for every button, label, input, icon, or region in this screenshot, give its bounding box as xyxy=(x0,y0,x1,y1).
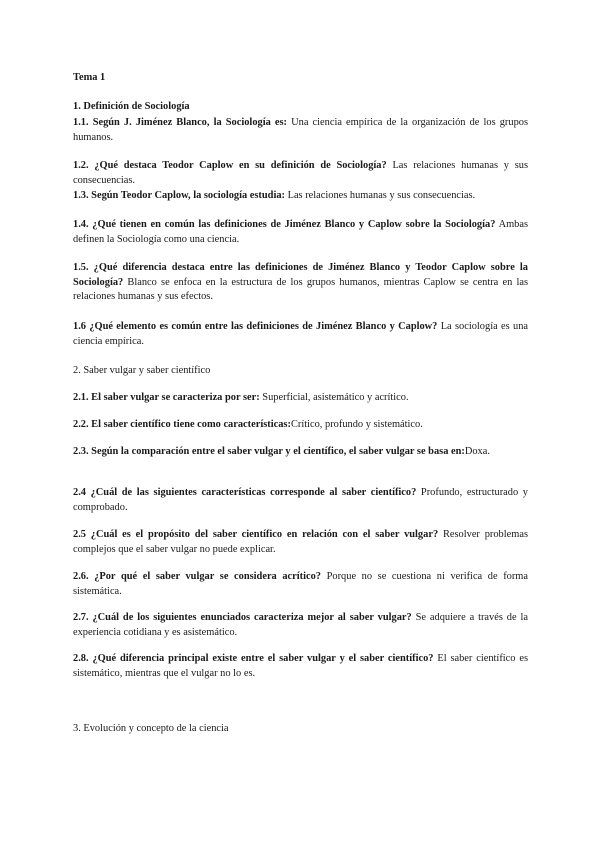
section-heading-2: 2. Saber vulgar y saber científico xyxy=(73,365,211,376)
qa-item: 2.3. Según la comparación entre el saber vulgar y el científico, el saber vulgar se basa en:Doxa. xyxy=(73,446,490,457)
qa-item: 2.8. ¿Qué diferencia principal existe entre el saber vulgar y el saber científico? El saber científico es sistemático, mientras que el vulgar no lo es. xyxy=(73,653,528,679)
qa-item: 1.4. ¿Qué tienen en común las definiciones de Jiménez Blanco y Caplow sobre la Sociología? Ambas definen la Sociología como una ciencia. xyxy=(73,219,528,245)
section-heading-3: 3. Evolución y concepto de la ciencia xyxy=(73,723,229,734)
tema-title: Tema 1 xyxy=(73,72,106,83)
qa-item: 2.6. ¿Por qué el saber vulgar se considera acrítico? Porque no se cuestiona ni verifica de forma sistemática. xyxy=(73,571,528,597)
qa-item: 2.2. El saber científico tiene como características:Crítico, profundo y sistemático. xyxy=(73,419,423,430)
qa-item: 1.3. Según Teodor Caplow, la sociología estudia: Las relaciones humanas y sus consecuencias. xyxy=(73,190,476,201)
qa-item: 1.6 ¿Qué elemento es común entre las definiciones de Jiménez Blanco y Caplow? La sociología es una ciencia empírica. xyxy=(73,321,528,347)
qa-item: 1.2. ¿Qué destaca Teodor Caplow en su definición de Sociología? Las relaciones humanas y sus consecuencias. xyxy=(73,160,528,186)
qa-item: 2.4 ¿Cuál de las siguientes características corresponde al saber científico? Profundo, estructurado y comprobado. xyxy=(73,487,528,513)
section-heading-1: 1. Definición de Sociología xyxy=(73,101,190,112)
qa-item: 1.1. Según J. Jiménez Blanco, la Sociología es: Una ciencia empírica de la organización de los grupos humanos. xyxy=(73,117,528,143)
qa-item: 1.5. ¿Qué diferencia destaca entre las definiciones de Jiménez Blanco y Teodor Caplow sobre la Sociología? Blanco se enfoca en la estructura de los grupos humanos, mientras Caplow se centra en las relaciones humanas y sus efectos. xyxy=(73,262,528,302)
qa-item: 2.5 ¿Cuál es el propósito del saber científico en relación con el saber vulgar? Resolver problemas complejos que el saber vulgar no puede explicar. xyxy=(73,529,528,555)
qa-item: 2.1. El saber vulgar se caracteriza por ser: Superficial, asistemático y acrítico. xyxy=(73,392,409,403)
qa-item: 2.7. ¿Cuál de los siguientes enunciados caracteriza mejor al saber vulgar? Se adquiere a través de la experiencia cotidiana y es asistemático. xyxy=(73,612,528,638)
